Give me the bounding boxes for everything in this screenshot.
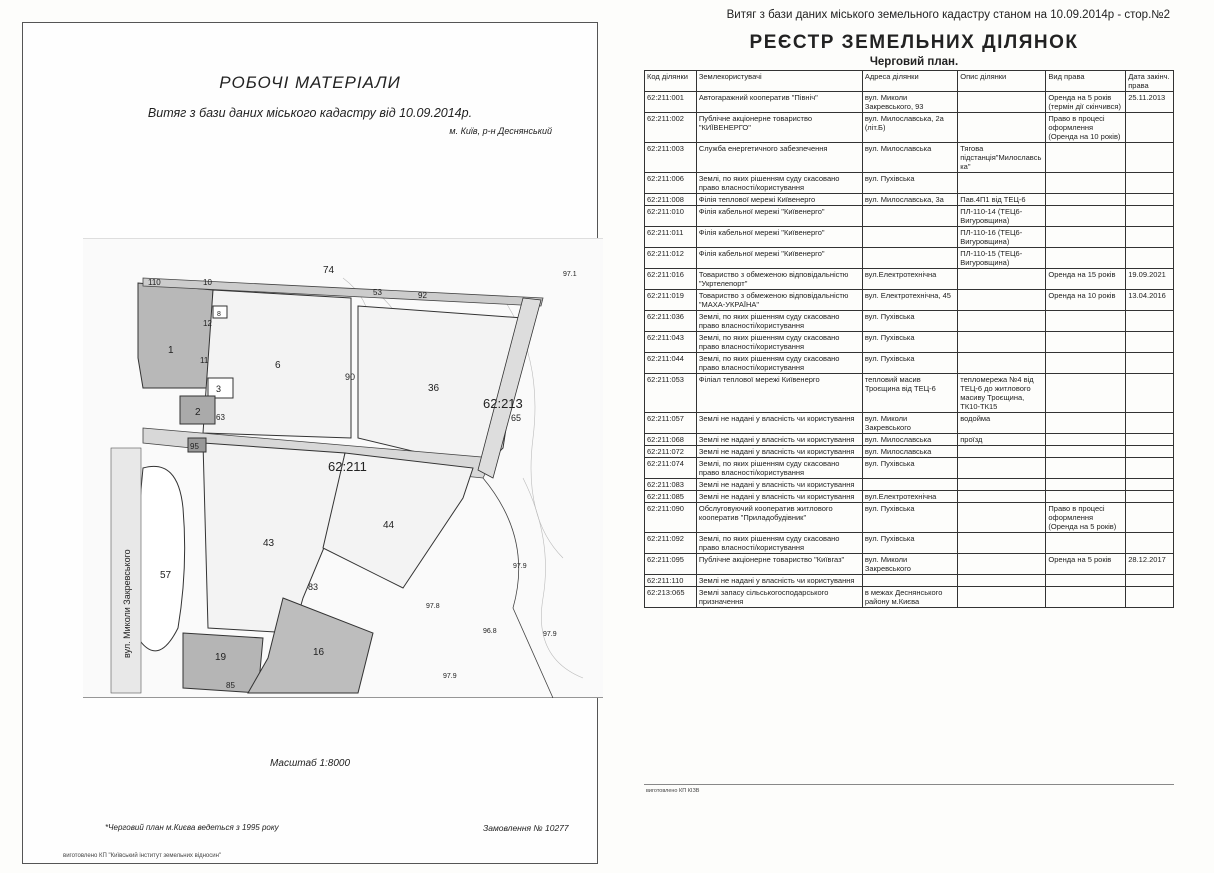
table-cell bbox=[1046, 332, 1126, 353]
table-row bbox=[645, 143, 1174, 173]
label-8: 8 bbox=[217, 311, 221, 318]
table-cell: Землі не надані у власність чи користування bbox=[696, 575, 862, 587]
table-cell: 62:213:065 bbox=[645, 587, 697, 608]
table-cell bbox=[1126, 332, 1174, 353]
table-cell: Оренда на 10 років bbox=[1046, 290, 1126, 311]
height-97-9-b: 97.9 bbox=[543, 631, 557, 638]
table-cell bbox=[1126, 374, 1174, 413]
table-cell bbox=[1046, 413, 1126, 434]
table-cell: 25.11.2013 bbox=[1126, 92, 1174, 113]
table-cell: водойма bbox=[958, 413, 1046, 434]
table-row bbox=[645, 554, 1174, 575]
table-cell: Пав.4П1 від ТЕЦ-6 bbox=[958, 194, 1046, 206]
label-44: 44 bbox=[383, 520, 395, 531]
table-cell bbox=[958, 587, 1046, 608]
table-row bbox=[645, 353, 1174, 374]
left-scale: Масштаб 1:8000 bbox=[269, 758, 351, 769]
table-cell bbox=[1046, 353, 1126, 374]
table-cell bbox=[958, 479, 1046, 491]
table-cell: вул. Пухівська bbox=[862, 503, 957, 533]
table-cell bbox=[1126, 587, 1174, 608]
table-cell: Обслуговуючий кооператив житлового кооператив "Приладобудівник" bbox=[696, 503, 862, 533]
table-cell bbox=[958, 332, 1046, 353]
table-cell: ПЛ-110-15 (ТЕЦ6-Вигуровщина) bbox=[958, 248, 1046, 269]
table-cell: 62:211:019 bbox=[645, 290, 697, 311]
table-cell: 62:211:003 bbox=[645, 143, 697, 173]
table-cell bbox=[1046, 194, 1126, 206]
table-cell bbox=[958, 353, 1046, 374]
left-title: РОБОЧІ МАТЕРІАЛИ bbox=[219, 73, 401, 92]
table-row bbox=[645, 311, 1174, 332]
table-cell: Землі, по яких рішенням суду скасовано право власності/користування bbox=[696, 533, 862, 554]
table-cell: вул. Пухівська bbox=[862, 311, 957, 332]
table-cell bbox=[1046, 143, 1126, 173]
table-cell: проїзд bbox=[958, 434, 1046, 446]
table-cell bbox=[862, 479, 957, 491]
table-row bbox=[645, 413, 1174, 434]
table-cell bbox=[1046, 248, 1126, 269]
table-cell: вул. Пухівська bbox=[862, 173, 957, 194]
label-62-213: 62:213 bbox=[483, 396, 523, 411]
table-cell: Землі не надані у власність чи користування bbox=[696, 413, 862, 434]
right-sheet bbox=[614, 0, 1214, 873]
height-96-8: 96.8 bbox=[483, 628, 497, 635]
table-cell bbox=[862, 575, 957, 587]
table-cell: 62:211:006 bbox=[645, 173, 697, 194]
table-cell: Оренда на 15 років bbox=[1046, 269, 1126, 290]
table-cell: 62:211:010 bbox=[645, 206, 697, 227]
table-cell: Публічне акціонерне товариство "Київгаз" bbox=[696, 554, 862, 575]
table-row bbox=[645, 248, 1174, 269]
table-cell bbox=[1046, 173, 1126, 194]
label-16: 16 bbox=[313, 647, 325, 658]
table-cell bbox=[1126, 458, 1174, 479]
label-57: 57 bbox=[160, 570, 172, 581]
bottom-rule bbox=[644, 784, 1174, 785]
table-row bbox=[645, 290, 1174, 311]
table-cell: Філіал теплової мережі Київенерго bbox=[696, 374, 862, 413]
table-row bbox=[645, 575, 1174, 587]
table-cell: вул. Милославська bbox=[862, 434, 957, 446]
table-row bbox=[645, 113, 1174, 143]
table-cell: 62:211:057 bbox=[645, 413, 697, 434]
col-user: Землекористувачі bbox=[696, 71, 862, 92]
table-cell: вул. Миколи Закревського bbox=[862, 413, 957, 434]
registry-body bbox=[645, 92, 1174, 608]
table-cell: 62:211:044 bbox=[645, 353, 697, 374]
height-97-9-a: 97.9 bbox=[513, 563, 527, 570]
label-83: 83 bbox=[308, 582, 319, 592]
registry-header-row bbox=[645, 71, 1174, 92]
table-row bbox=[645, 227, 1174, 248]
table-cell: Філія кабельної мережі "Київенерго" bbox=[696, 206, 862, 227]
label-85: 85 bbox=[226, 681, 235, 690]
table-cell: Публічне акціонерне товариство "КИЇВЕНЕРГО" bbox=[696, 113, 862, 143]
table-cell bbox=[1046, 587, 1126, 608]
table-cell bbox=[958, 446, 1046, 458]
label-95: 95 bbox=[190, 442, 199, 451]
label-43: 43 bbox=[263, 538, 275, 549]
label-36: 36 bbox=[428, 383, 440, 394]
table-cell: 62:211:008 bbox=[645, 194, 697, 206]
height-97-9-c: 97.9 bbox=[443, 673, 457, 680]
table-cell bbox=[1046, 374, 1126, 413]
label-11: 11 bbox=[200, 356, 209, 365]
table-cell bbox=[1046, 227, 1126, 248]
col-right-type: Вид права bbox=[1046, 71, 1126, 92]
table-row bbox=[645, 92, 1174, 113]
table-cell: Оренда на 5 років bbox=[1046, 554, 1126, 575]
table-cell bbox=[958, 92, 1046, 113]
table-cell bbox=[1126, 206, 1174, 227]
table-cell bbox=[1046, 458, 1126, 479]
table-cell bbox=[1046, 311, 1126, 332]
table-cell: Філія кабельної мережі "Київенерго" bbox=[696, 248, 862, 269]
table-cell bbox=[958, 458, 1046, 479]
table-row bbox=[645, 491, 1174, 503]
table-cell: Оренда на 5 років (термін дії скінчився) bbox=[1046, 92, 1126, 113]
parcel-57 bbox=[136, 466, 184, 651]
table-cell: 62:211:110 bbox=[645, 575, 697, 587]
table-cell: Землі не надані у власність чи користування bbox=[696, 491, 862, 503]
table-cell bbox=[958, 533, 1046, 554]
table-cell: 19.09.2021 bbox=[1126, 269, 1174, 290]
table-cell bbox=[1046, 491, 1126, 503]
table-cell: Право в процесі оформлення (Оренда на 5 років) bbox=[1046, 503, 1126, 533]
table-cell bbox=[958, 554, 1046, 575]
table-cell: Землі не надані у власність чи користування bbox=[696, 446, 862, 458]
left-subtitle: Витяг з бази даних міського кадастру від 10.09.2014р. bbox=[147, 106, 473, 120]
table-cell bbox=[1126, 353, 1174, 374]
registry-table bbox=[644, 70, 1174, 608]
table-cell bbox=[1126, 446, 1174, 458]
table-row bbox=[645, 269, 1174, 290]
table-cell: ПЛ-110-16 (ТЕЦ6-Вигуровщина) bbox=[958, 227, 1046, 248]
table-cell: Автогаражний кооператив "Північ" bbox=[696, 92, 862, 113]
table-cell: вул. Милославська bbox=[862, 446, 957, 458]
table-cell: вул. Пухівська bbox=[862, 353, 957, 374]
table-row bbox=[645, 194, 1174, 206]
col-address: Адреса ділянки bbox=[862, 71, 957, 92]
table-cell bbox=[1126, 113, 1174, 143]
label-74: 74 bbox=[323, 265, 335, 276]
label-12: 12 bbox=[203, 319, 212, 328]
table-cell: Землі не надані у власність чи користування bbox=[696, 479, 862, 491]
label-19: 19 bbox=[215, 652, 227, 663]
table-cell bbox=[1126, 248, 1174, 269]
table-cell bbox=[1046, 206, 1126, 227]
table-cell: Товариство з обмеженою відповідальністю "Укртелепорт" bbox=[696, 269, 862, 290]
table-cell bbox=[862, 248, 957, 269]
col-end-date: Дата закінч. права bbox=[1126, 71, 1174, 92]
table-cell bbox=[1126, 413, 1174, 434]
table-cell: 62:211:053 bbox=[645, 374, 697, 413]
table-cell bbox=[1046, 479, 1126, 491]
table-cell: 13.04.2016 bbox=[1126, 290, 1174, 311]
street-label: вул. Миколи Закревського bbox=[122, 549, 132, 658]
table-cell: вул. Милославська, 3а bbox=[862, 194, 957, 206]
table-cell: 28.12.2017 bbox=[1126, 554, 1174, 575]
table-cell bbox=[1126, 533, 1174, 554]
table-row bbox=[645, 173, 1174, 194]
table-cell: 62:211:002 bbox=[645, 113, 697, 143]
table-cell: 62:211:043 bbox=[645, 332, 697, 353]
table-cell: Землі не надані у власність чи користування bbox=[696, 434, 862, 446]
left-city: м. Київ, р-н Деснянський bbox=[449, 126, 552, 136]
table-cell: вул. Пухівська bbox=[862, 533, 957, 554]
col-code: Код ділянки bbox=[645, 71, 697, 92]
right-maker: виготовлено КП КІЗВ bbox=[646, 788, 700, 794]
table-cell bbox=[1126, 194, 1174, 206]
table-cell: 62:211:068 bbox=[645, 434, 697, 446]
table-cell bbox=[862, 206, 957, 227]
label-63: 63 bbox=[216, 413, 225, 422]
table-cell: 62:211:074 bbox=[645, 458, 697, 479]
table-cell: 62:211:085 bbox=[645, 491, 697, 503]
table-row bbox=[645, 479, 1174, 491]
table-cell bbox=[1126, 173, 1174, 194]
left-maker: виготовлено КП "Київський інститут земельних відносин" bbox=[63, 853, 222, 859]
label-10: 10 bbox=[203, 278, 212, 287]
table-row bbox=[645, 374, 1174, 413]
table-cell: в межах Деснянського району м.Києва bbox=[862, 587, 957, 608]
right-title: РЕЄСТР ЗЕМЕЛЬНИХ ДІЛЯНОК bbox=[749, 32, 1079, 53]
table-cell: Землі запасу сільськогосподарського призначення bbox=[696, 587, 862, 608]
table-cell bbox=[1046, 434, 1126, 446]
table-cell bbox=[958, 575, 1046, 587]
table-cell: вул.Електротехнічна bbox=[862, 491, 957, 503]
col-description: Опис ділянки bbox=[958, 71, 1046, 92]
table-cell: вул. Миколи Закревського bbox=[862, 554, 957, 575]
table-cell bbox=[1126, 575, 1174, 587]
table-cell bbox=[1046, 446, 1126, 458]
label-6: 6 bbox=[275, 360, 281, 371]
left-note: *Черговий план м.Києва ведеться з 1995 року bbox=[105, 823, 279, 832]
table-cell bbox=[1126, 434, 1174, 446]
table-cell: Тягова підстанція"Милославська" bbox=[958, 143, 1046, 173]
table-row bbox=[645, 434, 1174, 446]
table-cell bbox=[1126, 479, 1174, 491]
table-row bbox=[645, 206, 1174, 227]
table-cell: 62:211:090 bbox=[645, 503, 697, 533]
right-header: Витяг з бази даних міського земельного кадастру станом на 10.09.2014р - стор.№2 bbox=[726, 9, 1170, 21]
table-cell bbox=[1126, 503, 1174, 533]
parcel-19 bbox=[183, 633, 263, 693]
table-cell: Землі, по яких рішенням суду скасовано право власності/користування bbox=[696, 353, 862, 374]
label-2: 2 bbox=[195, 407, 201, 418]
table-row bbox=[645, 503, 1174, 533]
table-cell: тепломережа №4 від ТЕЦ-6 до житлового масиву Троєщина, ТК10-ТК15 bbox=[958, 374, 1046, 413]
label-65: 65 bbox=[511, 413, 522, 423]
table-cell bbox=[958, 173, 1046, 194]
table-cell: 62:211:012 bbox=[645, 248, 697, 269]
cadastral-map bbox=[83, 238, 603, 698]
table-row bbox=[645, 332, 1174, 353]
table-cell bbox=[958, 290, 1046, 311]
table-row bbox=[645, 587, 1174, 608]
table-cell bbox=[958, 113, 1046, 143]
label-110: 110 bbox=[148, 278, 161, 287]
table-cell: 62:211:036 bbox=[645, 311, 697, 332]
table-cell bbox=[1126, 227, 1174, 248]
table-cell: вул. Милославська bbox=[862, 143, 957, 173]
label-1: 1 bbox=[168, 345, 174, 356]
table-cell: Товариство з обмеженою відповідальністю "МАХА-УКРАЇНА" bbox=[696, 290, 862, 311]
table-cell: Філія кабельної мережі "Київенерго" bbox=[696, 227, 862, 248]
table-cell: Землі, по яких рішенням суду скасовано право власності/користування bbox=[696, 173, 862, 194]
left-order: Замовлення № 10277 bbox=[483, 823, 569, 833]
table-cell: 62:211:011 bbox=[645, 227, 697, 248]
table-cell bbox=[862, 227, 957, 248]
table-cell: вул. Пухівська bbox=[862, 458, 957, 479]
label-62-211: 62:211 bbox=[328, 459, 367, 474]
table-cell: Філія теплової мережі Київенерго bbox=[696, 194, 862, 206]
table-cell bbox=[1046, 533, 1126, 554]
table-cell: Землі, по яких рішенням суду скасовано право власності/користування bbox=[696, 458, 862, 479]
table-cell: 62:211:001 bbox=[645, 92, 697, 113]
label-90: 90 bbox=[345, 372, 356, 382]
table-cell bbox=[958, 311, 1046, 332]
table-cell: ПЛ-110-14 (ТЕЦ6-Вигуровщина) bbox=[958, 206, 1046, 227]
table-cell bbox=[1126, 311, 1174, 332]
table-cell bbox=[1126, 143, 1174, 173]
right-subtitle: Черговий план. bbox=[869, 56, 959, 68]
table-cell: Право в процесі оформлення (Оренда на 10 років) bbox=[1046, 113, 1126, 143]
table-cell: 62:211:016 bbox=[645, 269, 697, 290]
label-3: 3 bbox=[216, 384, 222, 394]
table-row bbox=[645, 458, 1174, 479]
table-row bbox=[645, 533, 1174, 554]
table-cell: Землі, по яких рішенням суду скасовано право власності/користування bbox=[696, 332, 862, 353]
label-92: 92 bbox=[418, 291, 427, 300]
table-cell bbox=[958, 269, 1046, 290]
table-cell: 62:211:083 bbox=[645, 479, 697, 491]
table-cell: тепловий масив Троєщина від ТЕЦ-6 bbox=[862, 374, 957, 413]
table-cell: Служба енергетичного забезпечення bbox=[696, 143, 862, 173]
table-cell: вул. Миколи Закревського, 93 bbox=[862, 92, 957, 113]
table-cell bbox=[958, 491, 1046, 503]
table-cell: 62:211:092 bbox=[645, 533, 697, 554]
table-cell: вул. Електротехнічна, 45 bbox=[862, 290, 957, 311]
table-cell: 62:211:095 bbox=[645, 554, 697, 575]
height-97-1: 97.1 bbox=[563, 271, 577, 278]
table-cell: вул. Пухівська bbox=[862, 332, 957, 353]
height-97-8: 97.8 bbox=[426, 603, 440, 610]
table-cell bbox=[1046, 575, 1126, 587]
table-cell: вул. Милославська, 2а (літ.Б) bbox=[862, 113, 957, 143]
table-row bbox=[645, 446, 1174, 458]
table-cell bbox=[1126, 491, 1174, 503]
table-cell bbox=[958, 503, 1046, 533]
table-cell: 62:211:072 bbox=[645, 446, 697, 458]
label-53: 53 bbox=[373, 288, 382, 297]
parcel-1 bbox=[138, 283, 213, 388]
table-cell: Землі, по яких рішенням суду скасовано право власності/користування bbox=[696, 311, 862, 332]
table-cell: вул.Електротехнічна bbox=[862, 269, 957, 290]
left-sheet bbox=[22, 22, 598, 864]
